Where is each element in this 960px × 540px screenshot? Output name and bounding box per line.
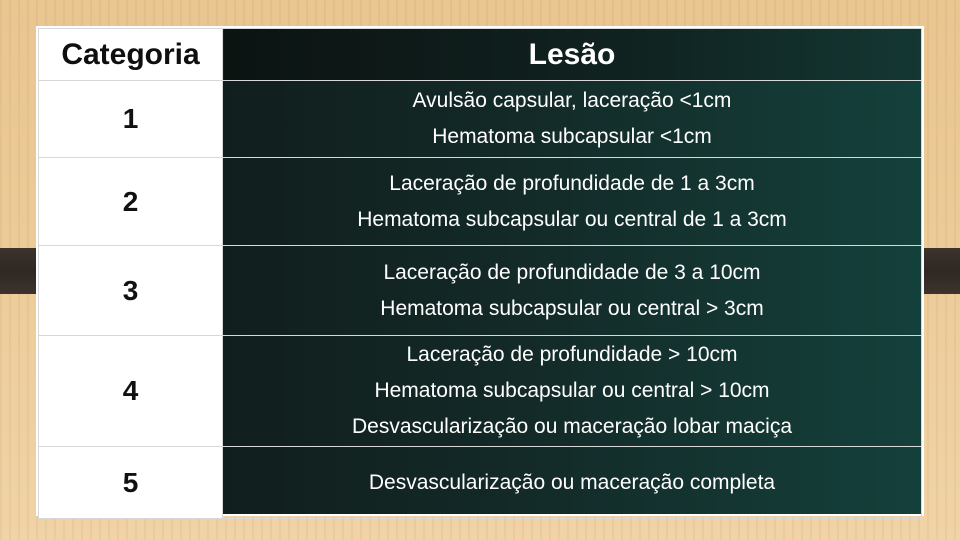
category-cell-5: 5 <box>39 447 223 519</box>
category-cell-4: 4 <box>39 336 223 447</box>
table-row <box>39 158 922 246</box>
lesion-classification-table <box>38 28 922 519</box>
lesion-line: Laceração de profundidade > 10cm <box>406 343 738 366</box>
category-cell-3: 3 <box>39 246 223 336</box>
lesion-cell-1 <box>223 81 922 158</box>
lesion-cell-2 <box>223 158 922 246</box>
header-lesion: Lesão <box>223 29 922 81</box>
lesion-line: Hematoma subcapsular ou central > 10cm <box>374 379 770 402</box>
lesion-line: Laceração de profundidade de 3 a 10cm <box>383 260 761 284</box>
lesion-line: Hematoma subcapsular ou central > 3cm <box>380 296 764 320</box>
lesion-table-container <box>36 26 924 516</box>
lesion-line: Hematoma subcapsular <1cm <box>432 125 712 148</box>
lesion-cell-3 <box>223 246 922 336</box>
header-category: Categoria <box>39 29 223 81</box>
table-row <box>39 336 922 447</box>
lesion-line: Desvascularização ou maceração lobar maciça <box>351 415 793 438</box>
table-row <box>39 447 922 519</box>
category-cell-2: 2 <box>39 158 223 246</box>
category-cell-1: 1 <box>39 81 223 158</box>
lesion-cell-5 <box>223 447 922 519</box>
lesion-line: Desvascularização ou maceração completa <box>368 470 776 494</box>
lesion-cell-4 <box>223 336 922 447</box>
lesion-line: Laceração de profundidade de 1 a 3cm <box>389 171 755 195</box>
lesion-line: Avulsão capsular, laceração <1cm <box>412 89 732 112</box>
table-row <box>39 246 922 336</box>
lesion-line: Hematoma subcapsular ou central de 1 a 3cm <box>357 207 787 231</box>
table-row <box>39 81 922 158</box>
